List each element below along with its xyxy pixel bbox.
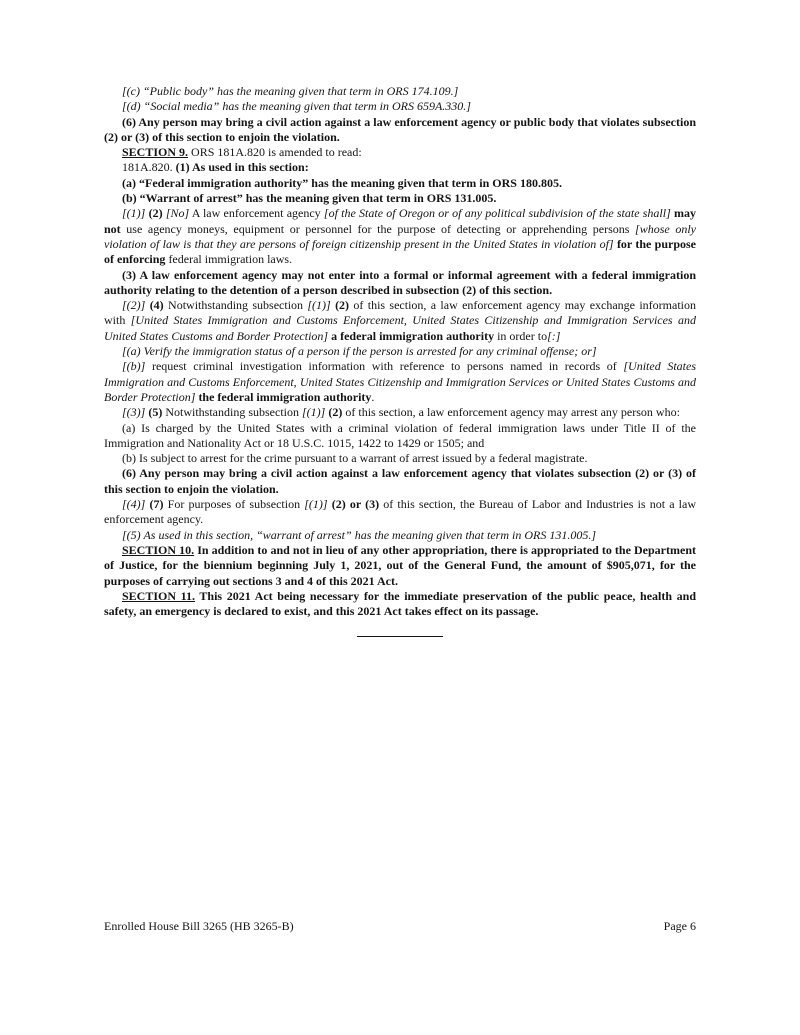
bill-paragraph [104, 451, 696, 466]
text-run: [(4)] [122, 497, 146, 512]
text-run: the federal immigration authority [198, 389, 372, 404]
footer-page-number: Page 6 [663, 919, 696, 933]
text-run: [whose only violation of law is that they are persons of foreign citizenship present in the United States in violation of] [104, 221, 696, 251]
text-run: (b) “Warrant of arrest” has the meaning given that term in ORS 131.005. [122, 191, 497, 206]
bill-paragraph [104, 405, 696, 420]
text-run: [No] [165, 206, 190, 221]
bill-paragraph [104, 160, 696, 175]
text-run: of this section, the Bureau of Labor and Industries is not a law enforcement agency. [104, 497, 697, 527]
text-run: Notwithstanding subsection [162, 405, 303, 420]
text-run: [(5) As used in this section, “warrant of arrest” has the meaning given that term in ORS 131.005.] [122, 527, 596, 542]
text-run: (a) “Federal immigration authority” has the meaning given that term in ORS 180.805. [122, 175, 562, 190]
text-run: (5) [148, 405, 163, 420]
text-run: (2) [335, 298, 350, 313]
text-run: (b) Is subject to arrest for the crime pursuant to a warrant of arrest issued by a federal magistrate. [122, 451, 588, 466]
bill-paragraph [104, 359, 696, 405]
text-run: . [371, 389, 375, 404]
text-run: A law enforcement agency [189, 206, 324, 221]
bill-paragraph [104, 191, 696, 206]
bill-paragraph [104, 206, 696, 267]
bill-paragraph [104, 298, 696, 344]
text-run: [:] [547, 328, 561, 343]
text-run: federal immigration laws. [165, 252, 293, 267]
text-run: [(c) “Public body” has the meaning given that term in ORS 174.109.] [122, 84, 459, 98]
text-run: [(2)] [122, 298, 146, 313]
text-run: [(1)] [302, 405, 326, 420]
text-run: [(1)] [307, 298, 331, 313]
text-run: [(b)] [122, 359, 146, 374]
text-run: For purposes of subsection [163, 497, 305, 512]
bill-paragraph [104, 84, 696, 99]
bill-paragraph [104, 176, 696, 191]
text-run: (1) As used in this section: [175, 160, 309, 175]
bill-paragraph [104, 589, 696, 620]
text-run: may not [104, 206, 697, 236]
text-run: [United States Immigration and Customs Enforcement, United States Citizenship and Immigration Services and United States Customs and Border Protection] [104, 313, 696, 343]
text-run: (6) Any person may bring a civil action against a law enforcement agency that violates subsection (2) or (3) of this section to enjoin the violation. [104, 466, 696, 496]
bill-paragraph [104, 145, 696, 160]
text-run: 181A.820. [122, 160, 176, 175]
text-run: [United States Immigration and Customs Enforcement, United States Citizenship and Immigration Services or United States Customs and Border Protection] [104, 359, 696, 404]
text-run: of this section, a law enforcement agency may arrest any person who: [342, 405, 680, 420]
text-run: [(1)] [304, 497, 328, 512]
text-run: in order to [494, 328, 548, 343]
bill-body [104, 84, 696, 637]
bill-paragraph [104, 344, 696, 359]
bill-paragraph [104, 528, 696, 543]
text-run: This 2021 Act being necessary for the immediate preservation of the public peace, health and safety, an emergency is declared to exist, and this 2021 Act takes effect on its passage. [104, 588, 696, 619]
bill-paragraph [104, 543, 696, 589]
text-run: ORS 181A.820 is amended to read: [188, 145, 362, 160]
text-run: a federal immigration authority [331, 328, 495, 343]
bill-paragraph [104, 268, 696, 299]
text-run: SECTION 10. [122, 542, 195, 557]
text-run: for the purpose of enforcing [104, 236, 697, 267]
text-run: (2) or (3) [331, 497, 380, 512]
text-run: (7) [149, 497, 164, 512]
text-run: SECTION 9. [122, 145, 189, 160]
text-run: [(d) “Social media” has the meaning given that term in ORS 659A.330.] [122, 99, 471, 114]
footer-bill-title: Enrolled House Bill 3265 (HB 3265-B) [104, 919, 294, 933]
text-run: of this section, a law enforcement agency may exchange information with [104, 298, 696, 328]
bill-paragraph [104, 497, 696, 528]
page-footer [104, 919, 696, 934]
text-run: use agency moneys, equipment or personnel for the purpose of detecting or apprehending persons [120, 221, 636, 236]
text-run: (2) [148, 206, 163, 221]
text-run: [(3)] [122, 405, 146, 420]
text-run: In addition to and not in lieu of any other appropriation, there is appropriated to the Department of Justice, for the biennium beginning July 1, 2021, out of the General Fund, the amount of $905,071, for the purposes of carrying out sections 3 and 4 of this 2021 Act. [104, 542, 696, 588]
text-run: (2) [328, 405, 343, 420]
bill-paragraph [104, 115, 696, 146]
text-run: (4) [149, 298, 164, 313]
text-run: (a) Is charged by the United States with a criminal violation of federal immigration laws under Title II of the Immigration and Nationality Act or 18 U.S.C. 1015, 1422 to 1429 or 1505; and [104, 420, 696, 450]
bill-paragraph [104, 466, 696, 497]
text-run: [(1)] [122, 206, 146, 221]
text-run: request criminal investigation information with reference to persons named in records of [145, 359, 624, 374]
bill-paragraph [104, 99, 696, 114]
end-of-text-rule [357, 636, 443, 637]
text-run: (6) Any person may bring a civil action against a law enforcement agency or public body that violates subsection (2) or (3) of this section to enjoin the violation. [104, 114, 696, 144]
text-run: Notwithstanding subsection [163, 298, 308, 313]
text-run: [of the State of Oregon or of any political subdivision of the state shall] [323, 206, 671, 221]
text-run: SECTION 11. [122, 588, 195, 603]
text-run: (3) A law enforcement agency may not enter into a formal or informal agreement with a federal immigration authority relating to the detention of a person described in subsection (2) of this section. [104, 267, 696, 297]
bill-paragraph [104, 421, 696, 452]
text-run: [(a) Verify the immigration status of a person if the person is arrested for any criminal offense; or] [122, 344, 597, 359]
